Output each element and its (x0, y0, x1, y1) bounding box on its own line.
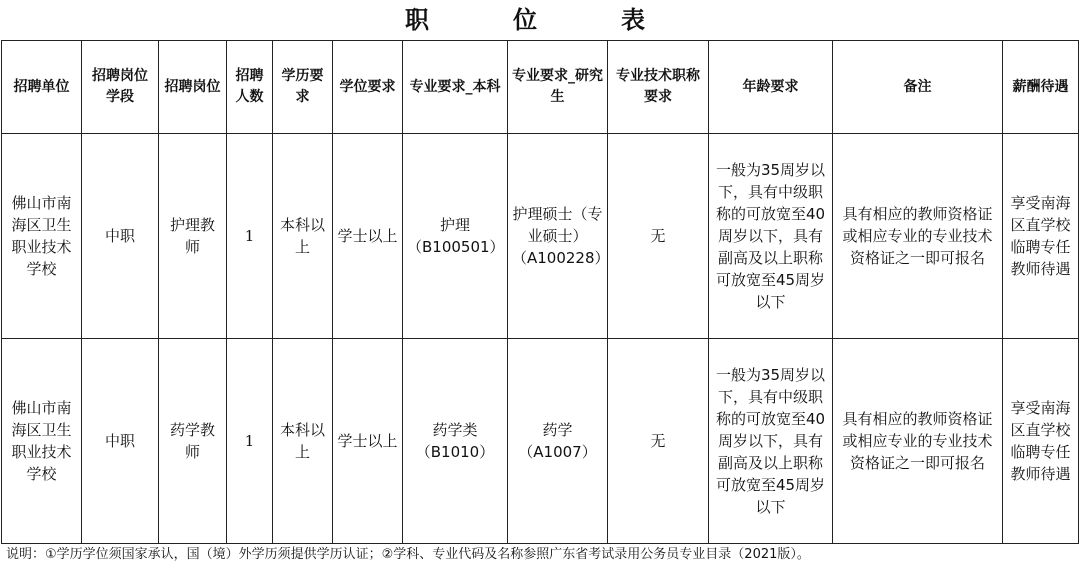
page-title: 职 位 表 (405, 5, 675, 34)
major-bachelor-cell: 药学类（B1010） (403, 339, 508, 544)
header-cell: 学位要求 (333, 41, 403, 134)
salary-cell: 享受南海区直学校临聘专任教师待遇 (1003, 339, 1079, 544)
education-cell: 本科以上 (273, 134, 333, 339)
header-cell: 招聘岗位学段 (82, 41, 159, 134)
stage-cell: 中职 (82, 134, 159, 339)
remark-cell: 具有相应的教师资格证或相应专业的专业技术资格证之一即可报名 (833, 134, 1003, 339)
count-cell: 1 (227, 134, 273, 339)
salary-cell: 享受南海区直学校临聘专任教师待遇 (1003, 134, 1079, 339)
header-cell: 学历要求 (273, 41, 333, 134)
header-cell: 薪酬待遇 (1003, 41, 1079, 134)
major-graduate-cell: 药学（A1007） (508, 339, 608, 544)
title-req-cell: 无 (608, 134, 709, 339)
post-cell: 护理教师 (159, 134, 227, 339)
header-cell: 专业要求_研究生 (508, 41, 608, 134)
title-req-cell: 无 (608, 339, 709, 544)
remark-cell: 具有相应的教师资格证或相应专业的专业技术资格证之一即可报名 (833, 339, 1003, 544)
major-bachelor-cell: 护理（B100501） (403, 134, 508, 339)
age-cell: 一般为35周岁以下，具有中级职称的可放宽至40周岁以下，具有副高及以上职称可放宽至45周岁以下 (709, 339, 833, 544)
unit-cell: 佛山市南海区卫生职业技术学校 (2, 339, 82, 544)
header-cell: 专业要求_本科 (403, 41, 508, 134)
post-cell: 药学教师 (159, 339, 227, 544)
count-cell: 1 (227, 339, 273, 544)
header-cell: 专业技术职称要求 (608, 41, 709, 134)
major-graduate-cell: 护理硕士（专业硕士）（A100228） (508, 134, 608, 339)
header-cell: 招聘岗位 (159, 41, 227, 134)
header-cell: 年龄要求 (709, 41, 833, 134)
table-row (2, 134, 1079, 339)
position-table (1, 40, 1079, 544)
degree-cell: 学士以上 (333, 339, 403, 544)
age-cell: 一般为35周岁以下，具有中级职称的可放宽至40周岁以下，具有副高及以上职称可放宽至45周岁以下 (709, 134, 833, 339)
education-cell: 本科以上 (273, 339, 333, 544)
stage-cell: 中职 (82, 339, 159, 544)
unit-cell: 佛山市南海区卫生职业技术学校 (2, 134, 82, 339)
header-cell: 招聘人数 (227, 41, 273, 134)
degree-cell: 学士以上 (333, 134, 403, 339)
table-row (2, 339, 1079, 544)
header-cell: 备注 (833, 41, 1003, 134)
header-row (2, 41, 1079, 134)
header-cell: 招聘单位 (2, 41, 82, 134)
footnote: 说明：①学历学位须国家承认，国（境）外学历须提供学历认证；②学科、专业代码及名称参照广东省考试录用公务员专业目录（2021版）。 (6, 547, 810, 562)
